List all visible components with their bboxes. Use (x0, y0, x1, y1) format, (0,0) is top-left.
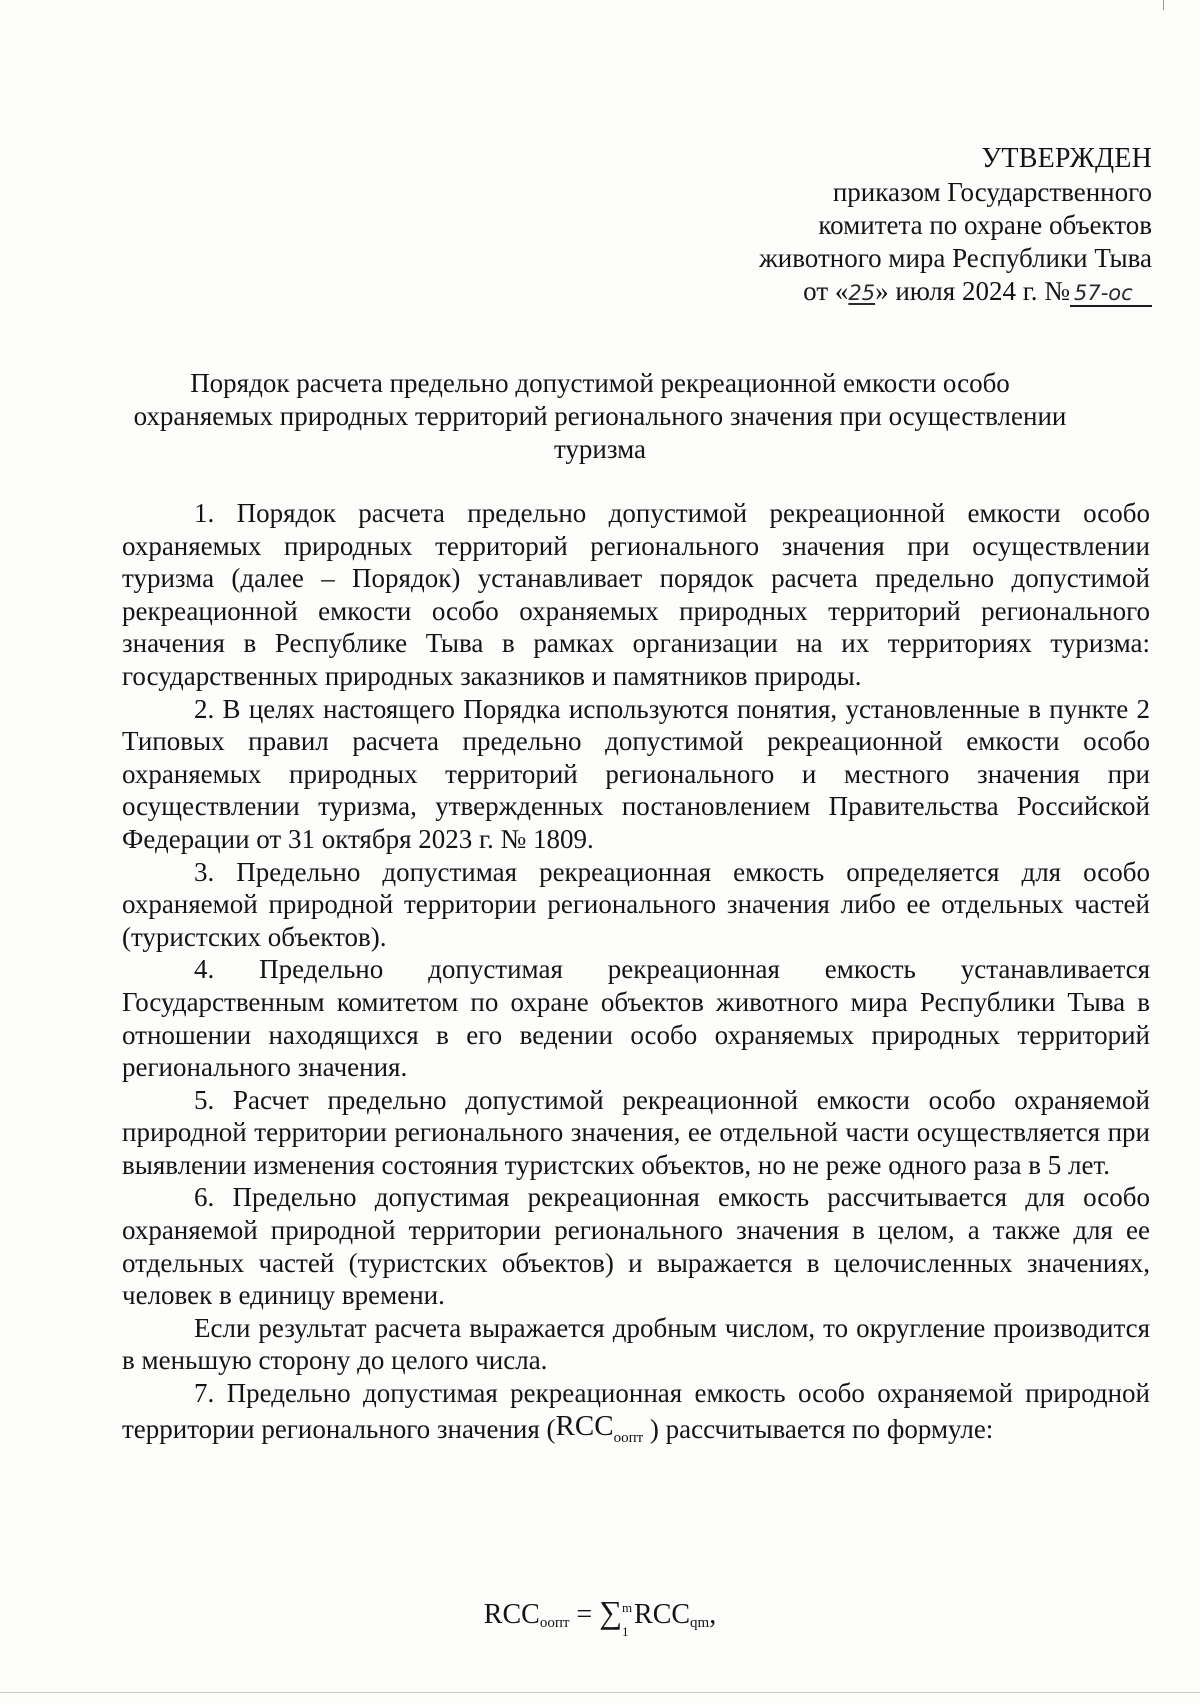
scan-edge-line (0, 1692, 1200, 1693)
sum-upper-limit: m (622, 1600, 633, 1615)
approval-line: приказом Государственного (832, 177, 1152, 207)
title-line: Порядок расчета предельно допустимой рекреационной емкости особо (190, 368, 1010, 398)
handwritten-order-number: 57-ос (1074, 281, 1133, 305)
paragraph-7-end: ) рассчитывается по формуле: (649, 1413, 994, 1444)
rcc-subscript: оопт (613, 1429, 644, 1446)
approval-heading: УТВЕРЖДЕН (981, 143, 1152, 174)
sum-limits (622, 1599, 634, 1639)
formula-rhs-subscript: qm (690, 1615, 710, 1631)
date-middle: » июля 2024 г. № (875, 276, 1070, 306)
formula (0, 1595, 1200, 1640)
formula-lhs-subscript: оопт (539, 1615, 570, 1631)
paragraph-7 (122, 1377, 1150, 1454)
paragraph-6: 6. Предельно допустимая рекреационная емкость рассчитывается для особо охраняемой природной территории регионального значения в целом, а также для ее отдельных частей (туристских объектов) и выражается в целочисленных значениях, человек в единицу времени. (122, 1182, 1150, 1311)
paragraph-5: 5. Расчет предельно допустимой рекреационной емкости особо охраняемой природной территории регионального значения, ее отдельной части осуществляется при выявлении изменения состояния туристских объектов, но не реже одного раза в 5 лет. (122, 1084, 1150, 1180)
approval-block (632, 142, 1152, 310)
formula-lhs: RCC (483, 1599, 540, 1630)
title-line: охраняемых природных территорий регионального значения при осуществлении (133, 401, 1067, 431)
paragraph-7-start: 7. Предельно допустимая рекреационная емкость особо охраняемой природной территории регионального значения ( (122, 1378, 1150, 1444)
title-line: туризма (553, 434, 647, 464)
document-title (120, 367, 1080, 466)
sum-sign-icon: ∑ (599, 1594, 623, 1630)
paragraph-6-rounding: Если результат расчета выражается дробным числом, то округление производится в меньшую сторону до целого числа. (122, 1312, 1150, 1376)
document-body (122, 497, 1150, 1454)
rcc-symbol: RCC (555, 1409, 614, 1442)
formula-equals: = (576, 1599, 593, 1630)
paragraph-3: 3. Предельно допустимая рекреационная емкость определяется для особо охраняемой природной территории регионального значения либо ее отдельных частей (туристских объектов). (122, 856, 1150, 952)
handwritten-day: 25 (848, 281, 876, 305)
paragraph-4: 4. Предельно допустимая рекреационная емкость устанавливается Государственным комитетом по охране объектов животного мира Республики Тыва в отношении находящихся в его ведении особо охраняемых природных территорий регионального значения. (122, 954, 1150, 1083)
approval-date-line (632, 275, 1152, 310)
approval-line: животного мира Республики Тыва (759, 243, 1152, 273)
date-prefix: от « (803, 276, 849, 306)
paragraph-2: 2. В целях настоящего Порядка используются понятия, установленные в пункте 2 Типовых правил расчета предельно допустимой рекреационной емкости особо охраняемых природных территорий регионального и местного значения при осуществлении туризма, утвержденных постановлением Правительства Российской Федерации от 31 октября 2023 г. № 1809. (122, 693, 1150, 854)
approval-line: комитета по охране объектов (818, 210, 1152, 240)
sum-lower-limit: 1 (622, 1624, 629, 1639)
paragraph-1: 1. Порядок расчета предельно допустимой рекреационной емкости особо охраняемых природных территорий регионального значения при осуществлении туризма (далее – Порядок) устанавливает порядок расчета предельно допустимой рекреационной емкости особо охраняемых природных территорий регионального значения в Республике Тыва в рамках организации на их территориях туризма: государственных природных заказников и памятников природы. (122, 498, 1150, 691)
formula-trailing: , (709, 1599, 717, 1630)
formula-rhs: RCC (634, 1599, 691, 1630)
scan-edge-mark (1163, 0, 1164, 10)
